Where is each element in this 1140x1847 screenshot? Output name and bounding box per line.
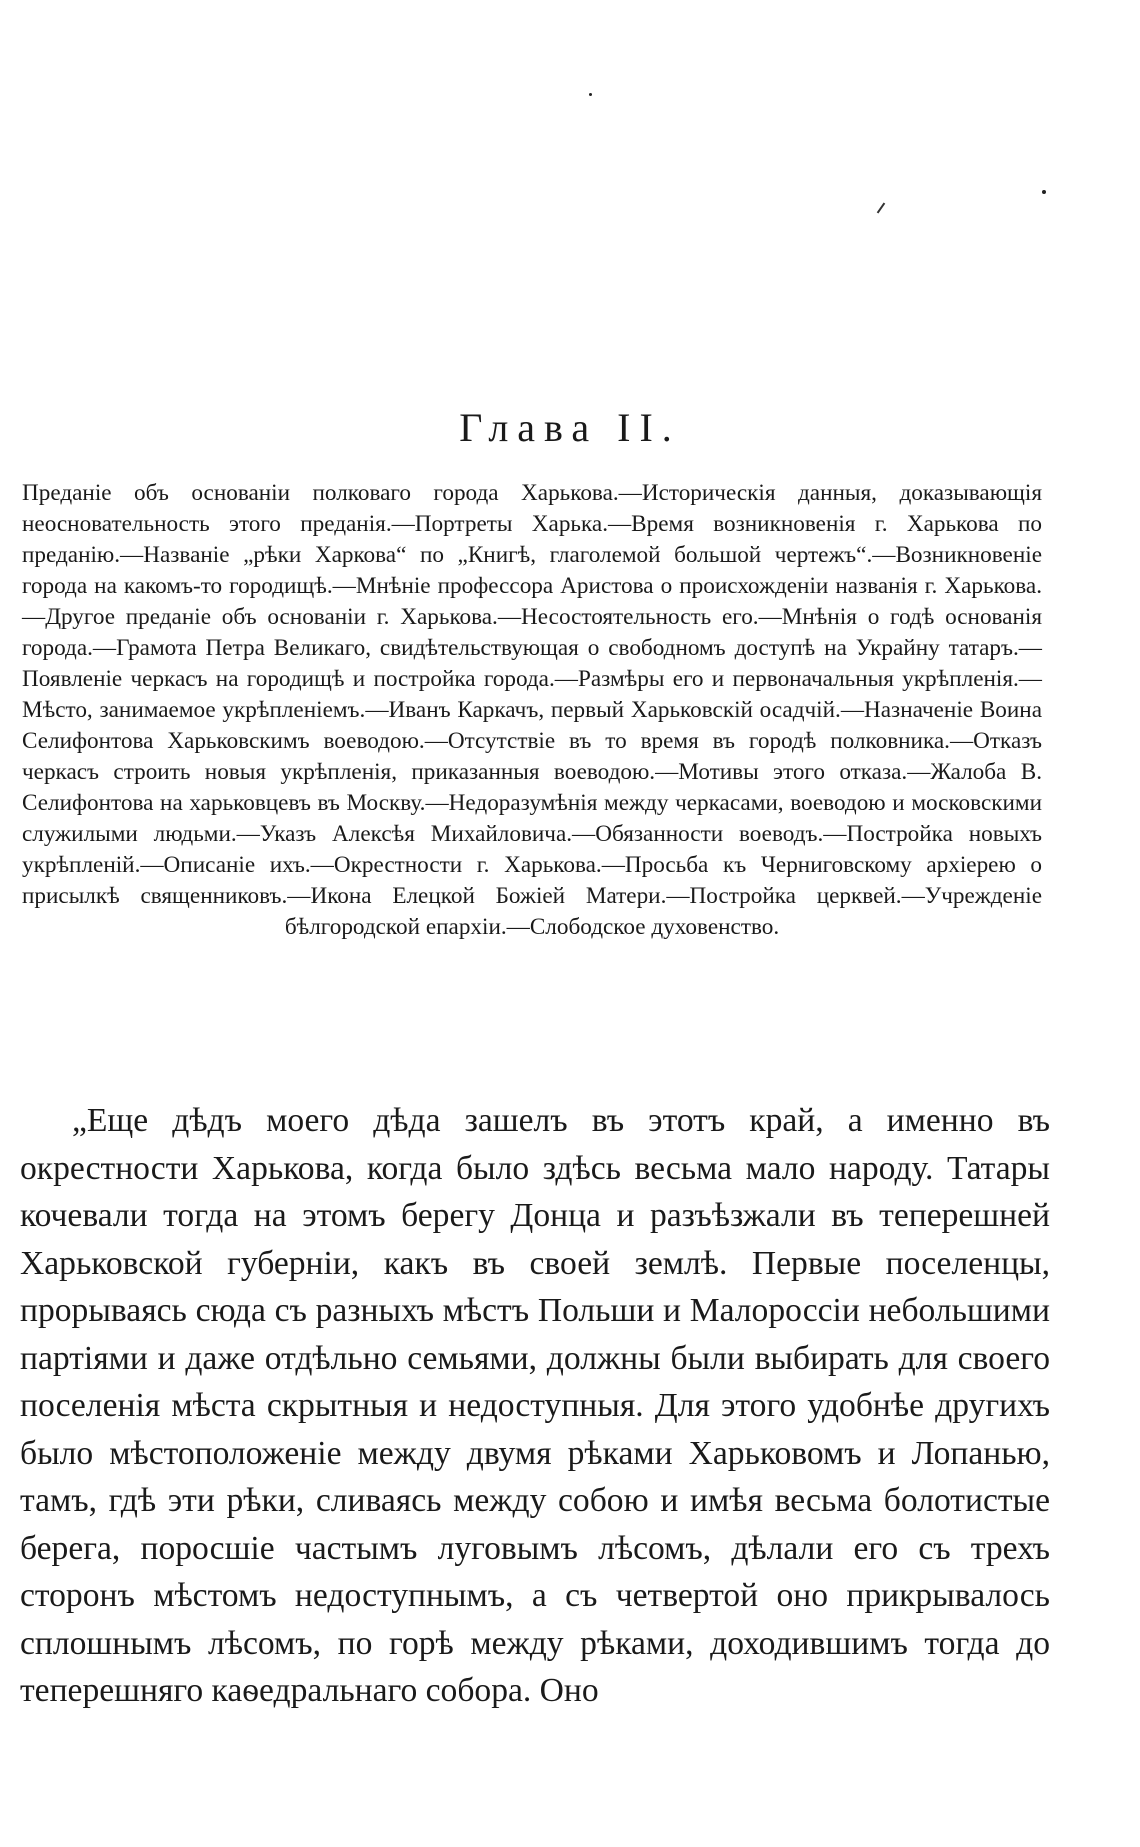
body-paragraph: „Еще дѣдъ моего дѣда зашелъ въ этотъ край, а именно въ окрестности Харькова, когда было здѣсь весьма мало народу. Татары кочевали тогда на этомъ берегу Донца и разъѣзжали въ теперешней Харьковской губерніи, какъ въ своей землѣ. Первые поселенцы, прорываясь сюда съ разныхъ мѣстъ Польши и Малороссіи небольшими партіями и даже отдѣльно семьями, должны были выбирать для своего поселенія мѣста скрытныя и недоступныя. Для этого удобнѣе другихъ было мѣстоположеніе между двумя рѣками Харьковомъ и Лопанью, тамъ, гдѣ эти рѣки, сливаясь между собою и имѣя весьма болотистые берега, поросшіе частымъ луговымъ лѣсомъ, дѣлали его съ трехъ сторонъ мѣстомъ недоступнымъ, а съ четвертой оно прикрывалось сплошнымъ лѣсомъ, по горѣ между рѣками, доходившимъ тогда до теперешняго каѳедральнаго собора. Оно (20, 1102, 1050, 1709)
chapter-title: Глава II. (459, 405, 681, 450)
ink-mark (877, 203, 886, 214)
ink-speck (1042, 190, 1046, 194)
ink-speck (589, 93, 592, 96)
chapter-summary: Преданіе объ основаніи полковаго города Харькова.—Историческія данныя, доказывающія неосновательность этого преданія.—Портреты Харька.—Время возникновенія г. Харькова по преданію.—Названіе „рѣки Харкова“ по „Книгѣ, глаголемой большой чертежъ“.—Возникновеніе города на какомъ-то городищѣ.—Мнѣніе профессора Аристова о происхожденіи названія г. Харькова.—Другое преданіе объ основаніи г. Харькова.—Несостоятельность его.—Мнѣнія о годѣ основанія города.—Грамота Петра Великаго, свидѣтельствующая о свободномъ доступѣ на Украйну татаръ.—Появленіе черкасъ на городищѣ и постройка города.—Размѣры его и первоначальныя укрѣпленія.—Мѣсто, занимаемое укрѣпленіемъ.—Иванъ Каркачъ, первый Харьковскій осадчій.—Назначеніе Воина Селифонтова Харьковскимъ воеводою.—Отсутствіе въ то время въ городѣ полковника.—Отказъ черкасъ строить новыя укрѣпленія, приказанныя воеводою.—Мотивы этого отказа.—Жалоба В. Селифонтова на харьковцевъ въ Москву.—Недоразумѣнія между черкасами, воеводою и московскими служилыми людьми.—Указъ Алексѣя Михайловича.—Обязанности воеводъ.—Постройка новыхъ укрѣпленій.—Описаніе ихъ.—Окрестности г. Харькова.—Просьба къ Черниговскому архіерею о присылкѣ священниковъ.—Икона Елецкой Божіей Матери.—Постройка церквей.—Учрежденіе бѣлгородской епархіи.—Слободское духовенство. (22, 480, 1042, 940)
